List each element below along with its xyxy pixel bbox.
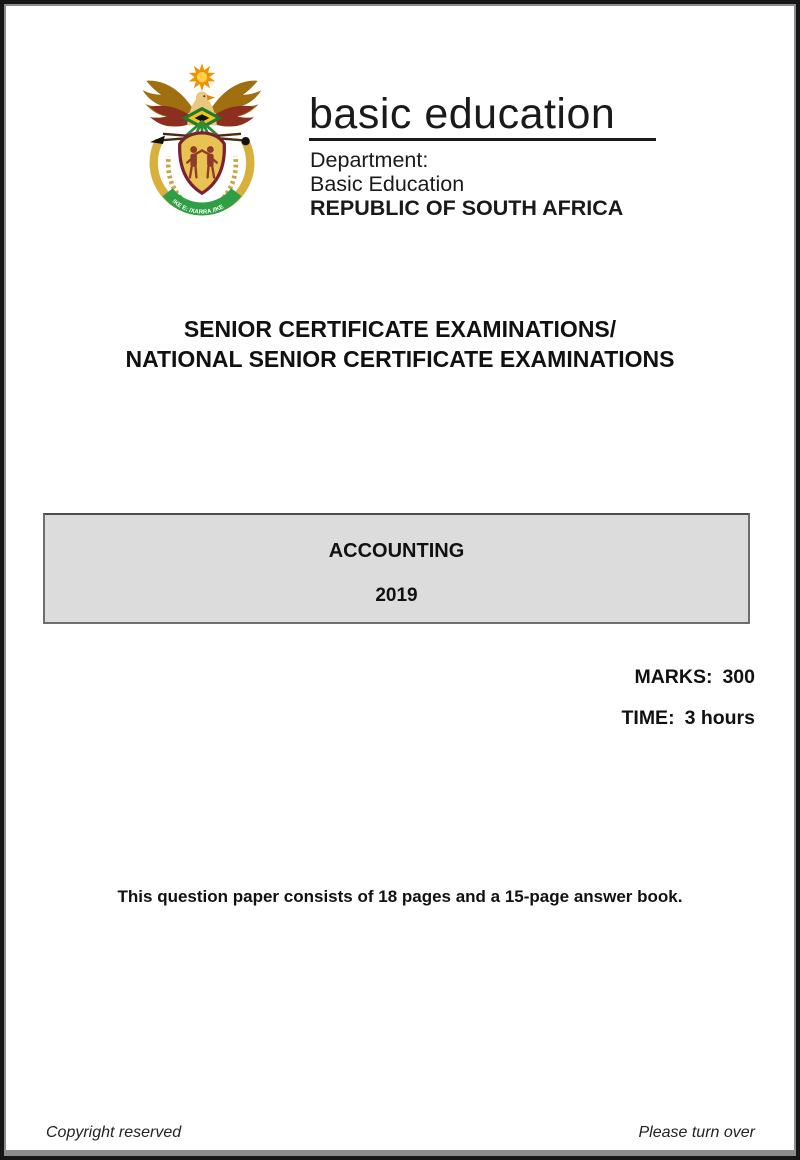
page-count-note: This question paper consists of 18 pages and a 15-page answer book.: [117, 887, 683, 906]
department-block: [310, 148, 623, 220]
subject-box: [43, 513, 750, 624]
subject-name: ACCOUNTING: [328, 540, 465, 562]
coat-of-arms-logo: [137, 56, 267, 232]
page-footer: [46, 1124, 755, 1142]
time-row: [621, 707, 755, 730]
exam-year: 2019: [375, 585, 418, 606]
motto-text: !KE E: /XARRA //KE: [170, 198, 225, 216]
turn-over-note: Please turn over: [638, 1124, 755, 1141]
country-name: REPUBLIC OF SOUTH AFRICA: [310, 196, 624, 220]
marks-label: MARKS:: [634, 666, 713, 688]
time-value: 3 hours: [684, 707, 755, 729]
exam-details: [621, 666, 755, 730]
marks-row: [621, 666, 755, 689]
brand-wordmark: basic education: [309, 90, 616, 138]
brand-underline: [309, 138, 656, 141]
coat-of-arms-icon: [137, 56, 267, 232]
copyright-note: Copyright reserved: [46, 1124, 182, 1141]
exam-title-line2: NATIONAL SENIOR CERTIFICATE EXAMINATIONS: [125, 346, 675, 372]
department-name: Basic Education: [310, 172, 465, 196]
time-label: TIME:: [621, 707, 675, 729]
exam-title: [0, 314, 800, 374]
marks-value: 300: [722, 666, 755, 688]
exam-title-line1: SENIOR CERTIFICATE EXAMINATIONS/: [183, 316, 617, 342]
department-label: Department:: [310, 148, 429, 172]
